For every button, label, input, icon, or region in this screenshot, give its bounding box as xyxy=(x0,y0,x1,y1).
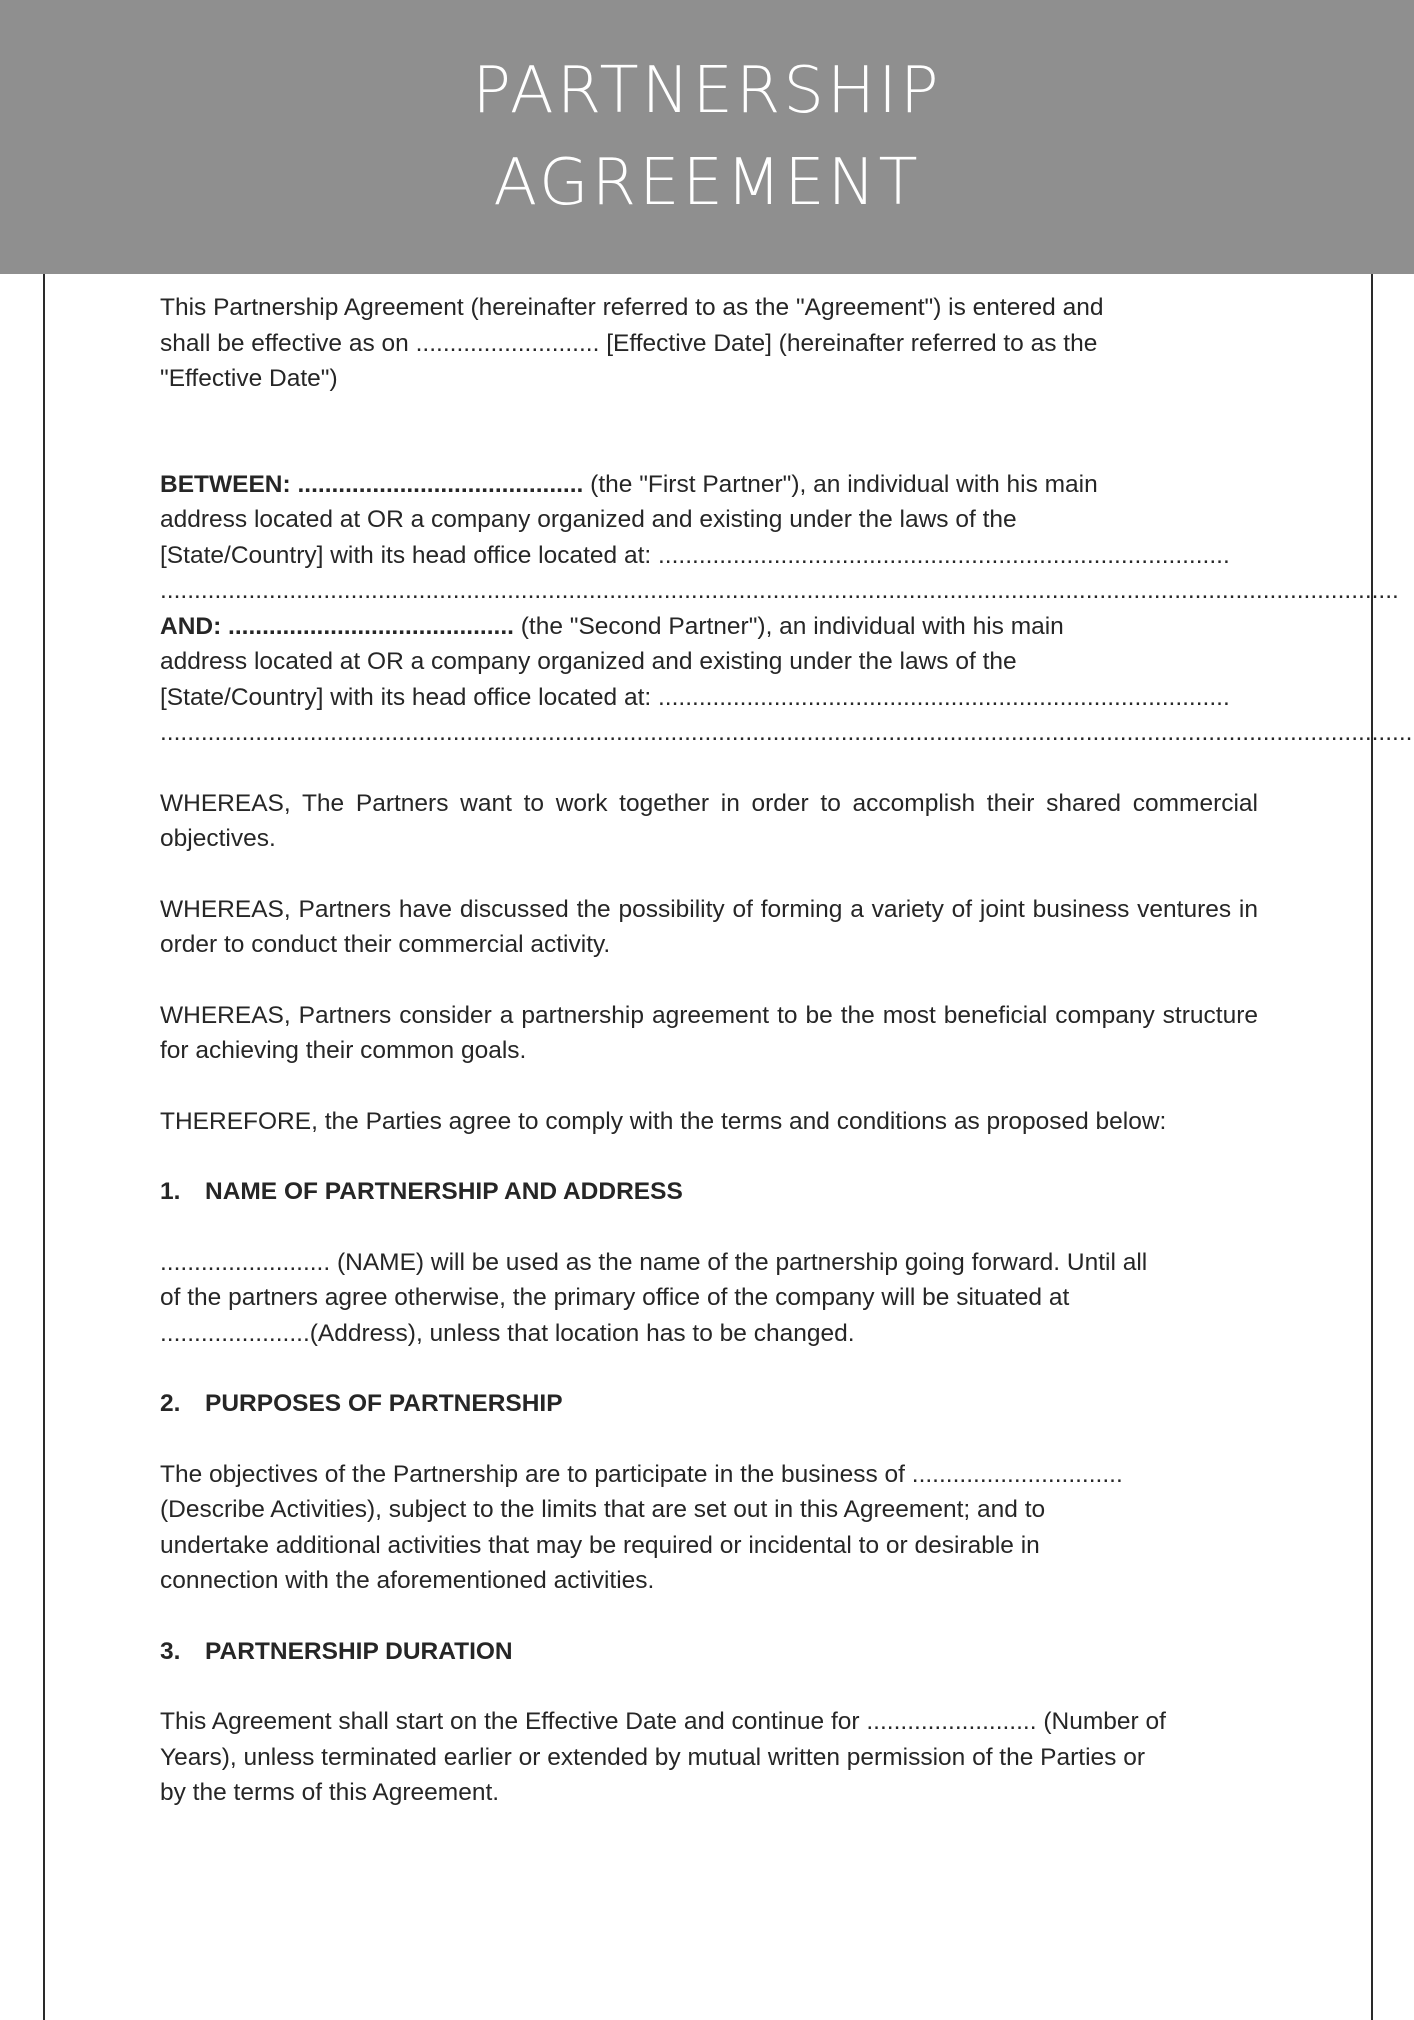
whereas-paragraph-1: WHEREAS, The Partners want to work together in order to accomplish their shared commercial objectives. xyxy=(160,789,1258,852)
between-line-1 xyxy=(160,467,1258,503)
section-1-heading xyxy=(160,1174,1258,1210)
intro-line-3: "Effective Date") xyxy=(160,365,338,392)
whereas-paragraph-2: WHEREAS, Partners have discussed the possibility of forming a variety of joint business ventures in order to conduct their commercial activity. xyxy=(160,895,1258,958)
section-2-line-3: undertake additional activities that may be required or incidental to or desirable in xyxy=(160,1531,1040,1559)
and-dotted-line: ........................................................................................................................................................................................ xyxy=(160,719,1413,746)
and-line-1-text: (the "Second Partner"), an individual with his main xyxy=(513,612,1064,640)
and-party-block xyxy=(160,609,1413,751)
section-2-body xyxy=(160,1457,1258,1599)
section-2-line-2: (Describe Activities), subject to the limits that are set out in this Agreement; and to xyxy=(160,1496,1046,1523)
intro-paragraph xyxy=(160,290,1258,397)
title-banner xyxy=(0,0,1414,274)
section-2-number: 2. xyxy=(160,1390,181,1417)
whereas-paragraph-3: WHEREAS, Partners consider a partnership agreement to be the most beneficial company structure for achieving their common goals. xyxy=(160,1001,1258,1064)
therefore-paragraph: THEREFORE, the Parties agree to comply with the terms and conditions as proposed below: xyxy=(160,1107,1167,1135)
section-3-line-2: Years), unless terminated earlier or extended by mutual written permission of the Parties or xyxy=(160,1743,1146,1771)
section-3-body xyxy=(160,1704,1258,1811)
section-3-line-3: by the terms of this Agreement. xyxy=(160,1779,500,1806)
section-1-body xyxy=(160,1245,1258,1352)
section-3-heading xyxy=(160,1634,1258,1670)
section-1-line-3: ......................(Address), unless that location has to be changed. xyxy=(160,1319,855,1347)
section-1-title: NAME OF PARTNERSHIP AND ADDRESS xyxy=(205,1178,683,1205)
section-2-title: PURPOSES OF PARTNERSHIP xyxy=(205,1390,563,1417)
banner-title-line-2: AGREEMENT xyxy=(493,146,921,220)
section-1-line-1: ......................... (NAME) will be used as the name of the partnership going forward. Until all xyxy=(160,1248,1148,1276)
section-1-line-2: of the partners agree otherwise, the primary office of the company will be situated at xyxy=(160,1284,1070,1311)
between-dotted-line: ...................................................................................................................................................................................... xyxy=(160,577,1399,604)
between-line-3: [State/Country] with its head office located at: .................................................................................... xyxy=(160,541,1230,569)
section-2-heading xyxy=(160,1386,1258,1422)
between-line-1-text: (the "First Partner"), an individual with his main xyxy=(583,470,1098,498)
section-3-title: PARTNERSHIP DURATION xyxy=(205,1637,513,1665)
and-line-1 xyxy=(160,609,1258,645)
between-party-block xyxy=(160,467,1399,609)
section-2-line-4: connection with the aforementioned activities. xyxy=(160,1567,655,1594)
banner-title-line-1: PARTNERSHIP xyxy=(472,54,942,128)
and-line-2: address located at OR a company organized and existing under the laws of the xyxy=(160,648,1017,675)
section-3-number: 3. xyxy=(160,1637,181,1665)
and-line-3: [State/Country] with its head office located at: .................................................................................... xyxy=(160,683,1230,711)
section-2-line-1: The objectives of the Partnership are to participate in the business of ............................... xyxy=(160,1460,1123,1488)
document-body xyxy=(160,290,1413,1811)
intro-line-1: This Partnership Agreement (hereinafter referred to as the "Agreement") is entered and xyxy=(160,294,1104,321)
intro-line-2: shall be effective as on ........................... [Effective Date] (hereinafter referred to as the xyxy=(160,329,1098,357)
between-line-2: address located at OR a company organized and existing under the laws of the xyxy=(160,506,1017,533)
between-label: BETWEEN: .......................................... xyxy=(160,470,584,498)
section-1-number: 1. xyxy=(160,1178,181,1205)
section-3-line-1: This Agreement shall start on the Effective Date and continue for ......................... (Number of xyxy=(160,1708,1166,1735)
and-label: AND: .......................................... xyxy=(160,612,514,640)
